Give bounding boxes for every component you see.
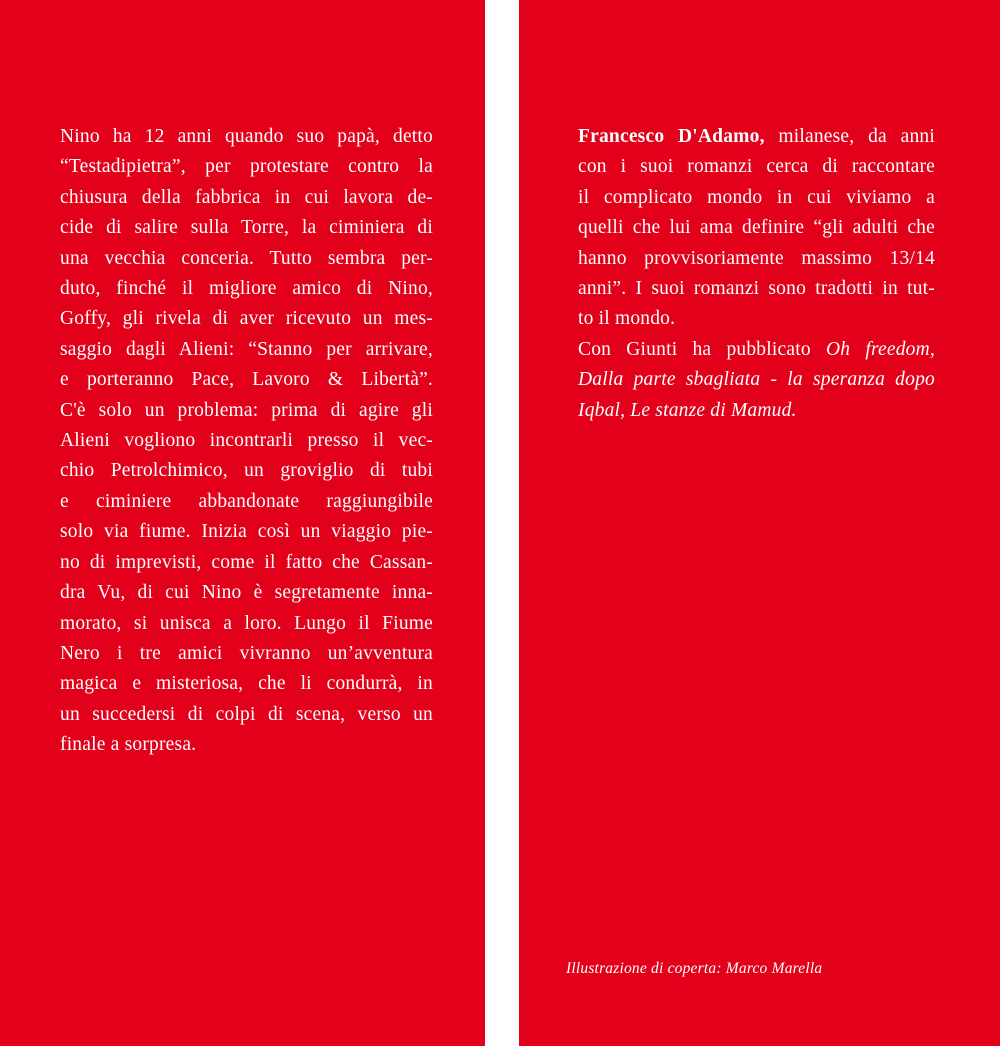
text-line — [60, 700, 433, 730]
text-line — [60, 335, 433, 365]
text-segment: anni”. I suoi romanzi sono tradotti in tut- — [578, 278, 935, 300]
text-segment: Nero i tre amici vivranno un’avventura — [60, 642, 433, 664]
text-segment: Alieni vogliono incontrarli presso il vec- — [60, 430, 433, 452]
text-segment: e porteranno Pace, Lavoro & Libertà”. — [60, 369, 433, 391]
text-segment: un succedersi di colpi di scena, verso un — [60, 703, 433, 725]
text-line — [578, 396, 935, 426]
text-line — [60, 730, 433, 760]
text-segment: dra Vu, di cui Nino è segretamente inna- — [60, 582, 433, 604]
text-segment: to il mondo. — [578, 308, 676, 330]
text-segment: cide di salire sulla Torre, la ciminiera di — [60, 217, 433, 239]
text-line — [60, 152, 433, 182]
text-line — [60, 669, 433, 699]
text-line — [60, 122, 433, 152]
text-line — [578, 183, 935, 213]
text-segment: Goffy, gli rivela di aver ricevuto un mes- — [60, 308, 433, 330]
author-bio-text — [578, 122, 935, 426]
text-line — [60, 244, 433, 274]
text-line — [60, 487, 433, 517]
text-line — [60, 365, 433, 395]
text-segment: solo via fiume. Inizia così un viaggio pie- — [60, 521, 433, 543]
text-segment: finale a sorpresa. — [60, 734, 197, 756]
text-segment: milanese, da anni — [764, 126, 935, 147]
text-line — [578, 244, 935, 274]
text-line — [60, 639, 433, 669]
text-line — [60, 456, 433, 486]
text-line — [60, 426, 433, 456]
text-line — [60, 213, 433, 243]
text-segment: Nino ha 12 anni quando suo papà, detto — [60, 126, 433, 147]
text-line — [60, 396, 433, 426]
text-segment: e ciminiere abbandonate raggiungibile — [60, 490, 433, 512]
text-line — [578, 213, 935, 243]
text-line — [60, 274, 433, 304]
text-segment: quelli che lui ama definire “gli adulti che — [578, 217, 935, 239]
text-segment: con i suoi romanzi cerca di raccontare — [578, 156, 935, 178]
text-segment: morato, si unisca a loro. Lungo il Fiume — [60, 612, 433, 634]
text-line — [578, 122, 935, 152]
text-line — [578, 304, 935, 334]
text-segment: Iqbal, Le stanze di Mamud. — [578, 399, 797, 421]
synopsis-text — [60, 122, 433, 761]
text-segment: “Testadipietra”, per protestare contro la — [60, 156, 433, 178]
text-segment: chio Petrolchimico, un groviglio di tubi — [60, 460, 433, 482]
text-line — [578, 365, 935, 395]
text-segment: Dalla parte sbagliata - la speranza dopo — [578, 369, 935, 391]
text-segment: Francesco D'Adamo, — [578, 126, 765, 147]
text-segment: no di imprevisti, come il fatto che Cassan- — [60, 551, 433, 573]
text-segment: il complicato mondo in cui viviamo a — [578, 186, 935, 208]
text-segment: magica e misteriosa, che li condurrà, in — [60, 673, 433, 695]
text-line — [60, 304, 433, 334]
text-segment: Oh freedom, — [825, 338, 935, 360]
text-segment: una vecchia conceria. Tutto sembra per- — [60, 247, 433, 269]
text-segment: saggio dagli Alieni: “Stanno per arrivare, — [60, 338, 433, 360]
text-segment: duto, finché il migliore amico di Nino, — [60, 278, 433, 300]
text-line — [60, 548, 433, 578]
text-line — [60, 517, 433, 547]
text-line — [578, 152, 935, 182]
text-segment: chiusura della fabbrica in cui lavora de- — [60, 186, 433, 208]
right-flap-panel — [519, 0, 1000, 1046]
text-line — [578, 274, 935, 304]
text-line — [578, 335, 935, 365]
flap-gap-divider — [485, 0, 519, 1046]
text-segment: Con Giunti ha pubblicato — [578, 338, 826, 360]
text-line — [60, 578, 433, 608]
text-line — [60, 183, 433, 213]
cover-illustration-credit: Illustrazione di coperta: Marco Marella — [566, 960, 823, 977]
left-flap-panel — [0, 0, 485, 1046]
text-segment: hanno provvisoriamente massimo 13/14 — [578, 247, 935, 269]
text-segment: C'è solo un problema: prima di agire gli — [60, 399, 433, 421]
text-line — [60, 609, 433, 639]
